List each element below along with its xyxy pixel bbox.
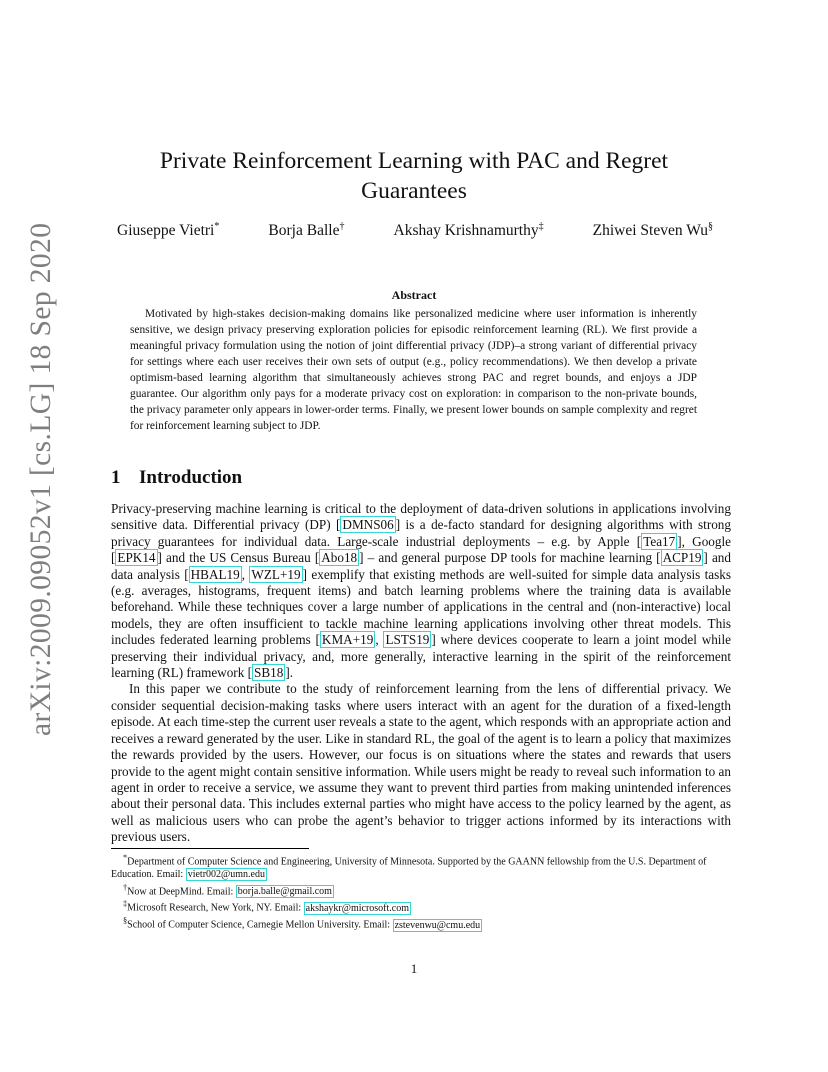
- citation-link[interactable]: WZL+19: [251, 566, 301, 582]
- footnotes: [111, 852, 731, 932]
- section-title: Introduction: [139, 467, 243, 488]
- citation-link[interactable]: Abo18: [321, 550, 358, 566]
- arxiv-id: arXiv:2009.09052v1 [cs.LG] 18 Sep 2020: [25, 222, 57, 736]
- body-text: [111, 501, 731, 846]
- paragraph-1: Privacy-preserving machine learning is critical to the deployment of data-driven solutions in applications involving sensitive data. Differential privacy (DP) [ DMNS06 ] is a de-facto standard for designing algorithms with strong privacy guarantees for individual data. Large-scale industrial deployments – e.g. by Apple [ Tea17 ], Google [ EPK14 ] and the US Census Bureau [ Abo18 ] – and general purpose DP tools for machine learning [ ACP19 ] and data analysis [ HBAL19 , WZL+19 ] exemplify that existing methods are well-suited for simple data analysis tasks (e.g. averages, histograms, frequent items) and batch learning problems where the training data is available beforehand. While these techniques cover a large number of applications in the central and (non-interactive) local models, they are often insufficient to tackle machine learning applications involving other threat models. This includes federated learning problems [ KMA+19 , LSTS19 ] where devices cooperate to learn a joint model while preserving their individual privacy, and, more generally, interactive learning in the spirit of the reinforcement learning (RL) framework [ SB18 ].: [111, 501, 732, 681]
- footnote-3: ‡Microsoft Research, New York, NY. Email: akshaykr@microsoft.com: [123, 899, 409, 914]
- paragraph-2: In this paper we contribute to the study of reinforcement learning from the lens of differential privacy. We consider sequential decision-making tasks where users interact with an agent for the duration of a fixed-length episode. At each time-step the current user reveals a state to the agent, which responds with an appropriate action and receives a reward generated by the user. Like in standard RL, the goal of the agent is to learn a policy that maximizes the rewards provided by the users. However, our focus is on situations where the states and rewards that users provide to the agent might contain sensitive information. While users might be ready to reveal such information to an agent in order to receive a service, we assume they want to prevent third parties from making unintended inferences about their personal data. This includes external parties who might have access to the policy learned by the agent, as well as malicious users who can probe the agent’s behavior to trigger actions informed by its interactions with previous users.: [111, 681, 731, 845]
- footnote-1: *Department of Computer Science and Engineering, University of Minnesota. Supported by the GAANN fellowship from the U.S. Department of Education. Email: vietr002@umn.edu: [111, 853, 707, 880]
- citation-link[interactable]: HBAL19: [190, 566, 240, 582]
- citation-link[interactable]: DMNS06: [342, 517, 394, 533]
- section-number: 1: [111, 467, 121, 488]
- page-number: 1: [410, 961, 418, 976]
- citation-link[interactable]: SB18: [254, 665, 284, 681]
- citation-link[interactable]: ACP19: [662, 550, 702, 566]
- citation-link[interactable]: KMA+19: [321, 632, 374, 648]
- email-link[interactable]: akshaykr@microsoft.com: [305, 902, 409, 914]
- abstract-heading: Abstract: [391, 288, 437, 302]
- citation-link[interactable]: LSTS19: [385, 632, 430, 648]
- paper-title: Private Reinforcement Learning with PAC and Regret Guarantees: [159, 148, 669, 204]
- arxiv-stamp: [17, 222, 65, 736]
- author-list: [95, 221, 735, 240]
- email-link[interactable]: vietr002@umn.edu: [187, 868, 265, 880]
- author-4: Zhiwei Steven Wu§: [592, 221, 713, 240]
- citation-link[interactable]: EPK14: [117, 550, 156, 566]
- section-heading: [111, 467, 242, 489]
- author-3: Akshay Krishnamurthy‡: [393, 221, 544, 240]
- citation-link[interactable]: Tea17: [643, 533, 676, 549]
- footnote-4: §School of Computer Science, Carnegie Mellon University. Email: zstevenwu@cmu.edu: [123, 916, 481, 931]
- author-1: Giuseppe Vietri*: [117, 221, 220, 240]
- footnote-2: †Now at DeepMind. Email: borja.balle@gmail.com: [123, 882, 332, 897]
- abstract-text: Motivated by high-stakes decision-making domains like personalized medicine where user information is inherently sensitive, we design privacy preserving exploration policies for episodic reinforcement learning (RL). We first provide a meaningful privacy formulation using the notion of joint differential privacy (JDP)–a strong variant of differential privacy for settings where each user receives their own sets of output (e.g., policy recommendations). We then develop a private optimism-based learning algorithm that simultaneously achieves strong PAC and regret bounds, and enjoys a JDP guarantee. Our algorithm only pays for a moderate privacy cost on exploration: in comparison to the non-private bounds, the privacy parameter only appears in lower-order terms. Finally, we present lower bounds on sample complexity and regret for reinforcement learning subject to JDP.: [130, 308, 697, 432]
- email-link[interactable]: borja.balle@gmail.com: [237, 885, 332, 897]
- author-2: Borja Balle†: [268, 221, 345, 240]
- email-link[interactable]: zstevenwu@cmu.edu: [394, 919, 481, 931]
- footnote-rule: [111, 848, 309, 849]
